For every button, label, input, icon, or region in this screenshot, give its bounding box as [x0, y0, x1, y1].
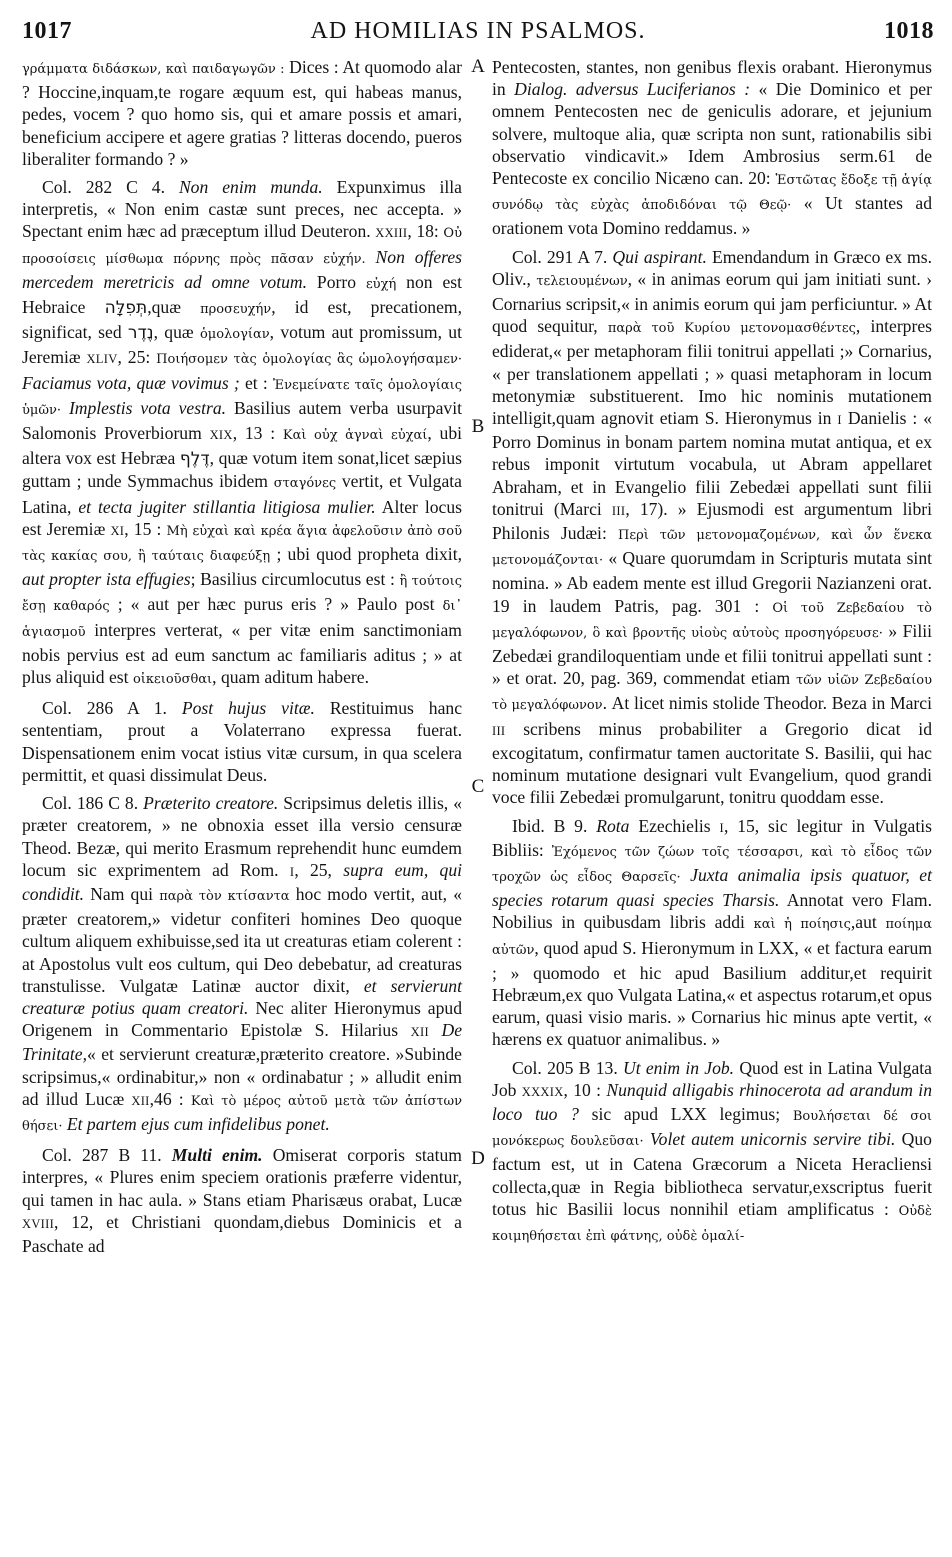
section-marker-c: C: [471, 776, 485, 797]
section-marker-b: B: [471, 416, 485, 437]
paragraph-continued: γράμματα διδάσκων, καὶ παιδαγωγῶν : Dices : At quomodo alar ? Hoccine,inquam,te rogare æquum est, qui habeas manus, pedes, vocem ? quo homo sis, qui et amare possis et amari, beneficium accipere et agere gratias ? litteras docendo, pueros liberaliter formando ? »: [22, 57, 462, 169]
note-col-286: Col. 286 A 1. Post hujus vitæ. Restituimus hanc sententiam, prout a Volaterrano expressa fuerat. Dispensationem enim vocat istius vitæ cursum, in qua scelera permittit, et quasi dissimulat Deus.: [22, 698, 463, 785]
paragraph-continued: Pentecosten, stantes, non genibus flexis orabant. Hieronymus in Dialog. adversus Luciferianos : « Die Dominico et per omnem Pentecosten nec de geniculis adorare, et jejunium solvere, multoque alia, quæ scripta non sunt, rationabilis sibi observatio vindicavit.» Idem Ambrosius serm.61 de Pentecoste ex concilio Nicæno can. 20: Ἑστῶτας ἔδοξε τῇ ἁγίᾳ συνόδῳ τὰς εὐχὰς ἀποδιδόναι τῷ Θεῷ· « Ut stantes ad orationem vota Domino reddamus. »: [492, 57, 932, 239]
note-col-291: Col. 291 A 7. Qui aspirant. Emendandum in Græco ex ms. Oliv., τελειουμένων, « in animas eorum qui jam initiati sunt. › Cornarius scripsit,« in animis eorum qui jam perficiuntur. » At quod sequitur, παρὰ τοῦ Κυρίου μετονομασθέντες, interpres ediderat,« per metaphoram filii tonitrui appellati ;» Cornarius, « per translationem appellati ; » quasi metaphoram in locum metonymiæ substituerent. Imo hic nominis mutationem intelligit,quam agnovit etiam S. Hieronymus in I Danielis : « Porro Dominus in bonam partem nomina mutat antiqua, et ex rebus imponit virtutum vocabula, ut Abram appellaret Abraham, et in Evangelio filii Zebedæi appellati sunt filii tonitrui (Marci III, 17). » Ejusmodi est argumentum libri Philonis Judæi: Περὶ τῶν μετονομαζομένων, καὶ ὧν ἕνεκα μετονομάζονται· « Quare quorumdam in Scripturis mutata sint nomina. » Ab eadem mente est illud Gregorii Nazianzeni orat. 19 in laudem Patris, pag. 301 : Οἱ τοῦ Ζεβεδαίου τὸ μεγαλόφωνον, ὃ καὶ βροντῆς υἱοὺς αὐτοὺς προσηγόρευσε· » Filii Zebedæi grandiloquentiam unde et filii tonitrui appellati sunt : » et orat. 20, pag. 369, commendat etiam τῶν υἱῶν Ζεβεδαίου τὸ μεγαλόφωνον. At licet nimis stolide Theodor. Beza in Marci III scribens minus probabiliter a Gregorio dicat id excogitatum, confirmatur tamen auctoritate S. Basilii, qui hac nominum mutatione designari vult Evangelium, quod grandi voce filii Zebedæi promulgarunt, tonitru quoddam esse.: [492, 246, 932, 808]
note-ibid-b9: Ibid. B 9. Rota Ezechielis I, 15, sic legitur in Vulgatis Bibliis: Ἐχόμενος τῶν ζώων τοῖς τέσσαρσι, καὶ τὸ εἶδος τῶν τροχῶν ὡς εἶδος Θαρσεῖς· Juxta animalia ipsis quatuor, et species rotarum quasi species Tharsis. Annotat vero Flam. Nobilius in quibusdam libris addi καὶ ἡ ποίησις,aut ποίημα αὐτῶν, quod apud S. Hieronymum in LXX, « et factura earum ; » quomodo et hic apud Basilium additur,et requirit Hebræum,ex quo Vulgata Latina,« et aspectus rotarum,et opus earum, quasi visio maris. » Cornarius hic minus apte vertit, « hærens ex quatuor animalibus. »: [492, 815, 932, 1050]
running-title: AD HOMILIAS IN PSALMOS.: [310, 18, 646, 44]
page-number-right: 1018: [884, 18, 934, 44]
left-column: [22, 56, 462, 1257]
note-col-282: Col. 282 C 4. Non enim munda. Expunximus illa interpretis, « Non enim castæ sunt preces, nec accepta. » Spectant enim hæc ad præceptum illud Deuteron. XXIII, 18: Οὐ προσοίσεις μίσθωμα πόρνης πρὸς πᾶσαν εὐχήν. Non offeres mercedem meretricis ad omne votum. Porro εὐχή non est Hebraice תְּפִלָּה,quæ προσευχήν, id est, precationem, significat, sed נֶדֶר, quæ ὁμολογίαν, votum aut promissum, ut Jeremiæ XLIV, 25: Ποιήσομεν τὰς ὁμολογίας ἃς ὡμολογήσαμεν· Faciamus vota, quæ vovimus ; et : Ἐνεμείνατε ταῖς ὁμολογίαις ὑμῶν· Implestis vota vestra. Basilius autem verba usurpavit Salomonis Proverbiorum XIX, 13 : Καὶ οὐχ ἁγναὶ εὐχαί, ubi altera vox est Hebræa דֶּלֶף, quæ votum item sonat,licet sæpius guttam ; unde Symmachus ibidem σταγόνες vertit, et Vulgata Latina, et tecta jugiter stillantia litigiosa mulier. Alter locus est Jeremiæ XI, 15 : Μὴ εὐχαὶ καὶ κρέα ἅγια ἀφελοῦσιν ἀπὸ σοῦ τὰς κακίας σου, ἢ ταύταις διαφεύξῃ ; ubi quod propheta dixit, aut propter ista effugies; Basilius circumlocutus est : ἢ τούτοις ἔσῃ καθαρός ; « aut per hæc purus eris ? » Paulo post δι᾽ ἁγιασμοῦ interpres verterat, « per vitæ enim sanctimoniam nobis pervius est ad eum sanctum ac familiaris aditus ; » at plus aliquid est οἰκειοῦσθαι, quam aditum habere.: [22, 177, 463, 688]
note-col-287: Col. 287 B 11. Multi enim. Omiserat corporis statum interpres, « Plures enim speciem orationis præferre videntur, qui tamen in hac aula. » Stans etiam Pharisæus orabat, Lucæ XVIII, 12, et Christiani quondam,diebus Dominicis et a Paschate ad: [22, 1145, 462, 1256]
note-col-205: Col. 205 B 13. Ut enim in Job. Quod est in Latina Vulgata Job XXXIX, 10 : Nunquid alligabis rhinocerota ad arandum in loco tuo ? sic apud LXX legimus; Βουλήσεται δέ σοι μονόκερως δουλεῦσαι· Volet autem unicornis servire tibi. Quo factum est, ut in Catena Græcorum a Niceta Heracliensi collecta,quæ in Regia bibliotheca servatur,exscriptus fuerit totus hic Basilii locus nonnihil etiam amplificatus : Οὐδὲ κοιμηθήσεται ἐπὶ φάτνης, οὐδὲ ὁμαλί-: [492, 1057, 932, 1244]
right-column: [492, 56, 932, 1248]
running-header: [22, 14, 934, 48]
section-marker-d: D: [471, 1148, 485, 1169]
page-number-left: 1017: [22, 18, 72, 44]
section-marker-a: A: [471, 56, 485, 77]
note-col-186: Col. 186 C 8. Præterito creatore. Scripsimus deletis illis, « præter creatorem, » ne obnoxia esset illa versio censuræ Theod. Bezæ, qui merito Erasmum reprehendit hunc eumdem locum sic exprimentem ad Rom. I, 25, supra eum, qui condidit. Nam qui παρὰ τὸν κτίσαντα hoc modo vertit, aut, « præter creatorem,» videtur confiteri homines Deo quoque cultum aliquem exhibuisse,sed ita ut creaturas etiam colerent : at Apostolus vult eos cultum, qui Deo debebatur, ad creaturas transtulisse. Vulgatæ Latinæ auctor dixit, et servierunt creaturæ potius quam creatori. Nec aliter Hieronymus apud Origenem in Commentario Epistolæ S. Hilarius XII De Trinitate,« et servierunt creaturæ,præterito creatore. »Subinde scripsimus,« ordinabitur,» non « ordinabatur ; » alludit enim ad illud Lucæ XII,46 : Καὶ τὸ μέρος αὐτοῦ μετὰ τῶν ἀπίστων θήσει· Et partem ejus cum infidelibus ponet.: [22, 793, 463, 1134]
